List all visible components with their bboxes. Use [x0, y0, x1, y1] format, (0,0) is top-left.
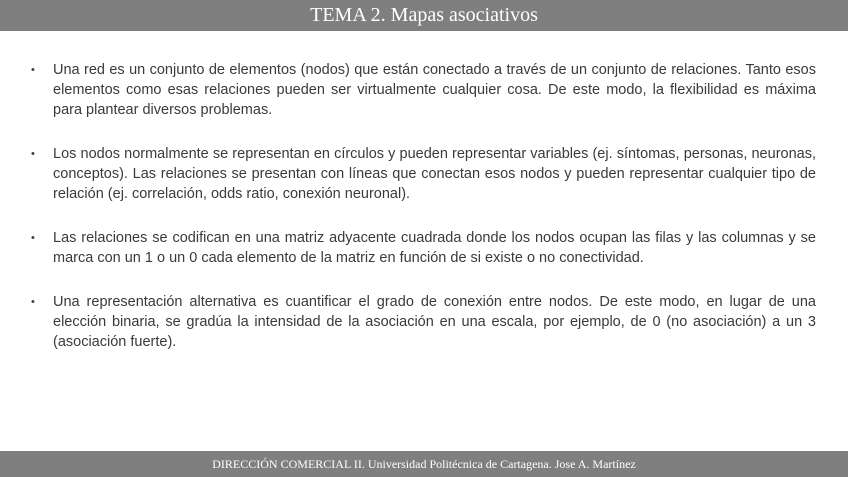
title-bar — [0, 0, 848, 31]
bullet-text: Una representación alternativa es cuantificar el grado de conexión entre nodos. De este modo, en lugar de una elección binaria, se gradúa la intensidad de la asociación en una escala, por ejemplo, de 0 (no asociación) a un 3 (asociación fuerte). — [53, 294, 816, 350]
bullet-item — [31, 60, 816, 120]
slide-content — [31, 60, 816, 376]
bullet-item — [31, 144, 816, 204]
bullet-text: Los nodos normalmente se representan en círculos y pueden representar variables (ej. síntomas, personas, neuronas, conceptos). Las relaciones se presentan con líneas que conectan esos nodos y pueden representar cualquier tipo de relación (ej. correlación, odds ratio, conexión neuronal). — [53, 146, 816, 202]
bullet-dot-icon: • — [31, 296, 35, 308]
bullet-text: Una red es un conjunto de elementos (nodos) que están conectado a través de un conjunto de relaciones. Tanto esos elementos como esas relaciones pueden ser virtualmente cualquier cosa. De este modo, la flexibilidad es máxima para plantear diversos problemas. — [53, 62, 816, 118]
footer-bar — [0, 451, 848, 477]
bullet-dot-icon: • — [31, 232, 35, 244]
slide-title: TEMA 2. Mapas asociativos — [310, 4, 538, 26]
bullet-dot-icon: • — [31, 64, 35, 76]
bullet-item — [31, 292, 816, 352]
bullet-list — [31, 60, 816, 352]
bullet-item — [31, 228, 816, 268]
bullet-text: Las relaciones se codifican en una matriz adyacente cuadrada donde los nodos ocupan las filas y las columnas y se marca con un 1 o un 0 cada elemento de la matriz en función de si existe o no conectividad. — [53, 230, 816, 266]
footer-text: DIRECCIÓN COMERCIAL II. Universidad Politécnica de Cartagena. Jose A. Martínez — [212, 456, 636, 471]
bullet-dot-icon: • — [31, 148, 35, 160]
